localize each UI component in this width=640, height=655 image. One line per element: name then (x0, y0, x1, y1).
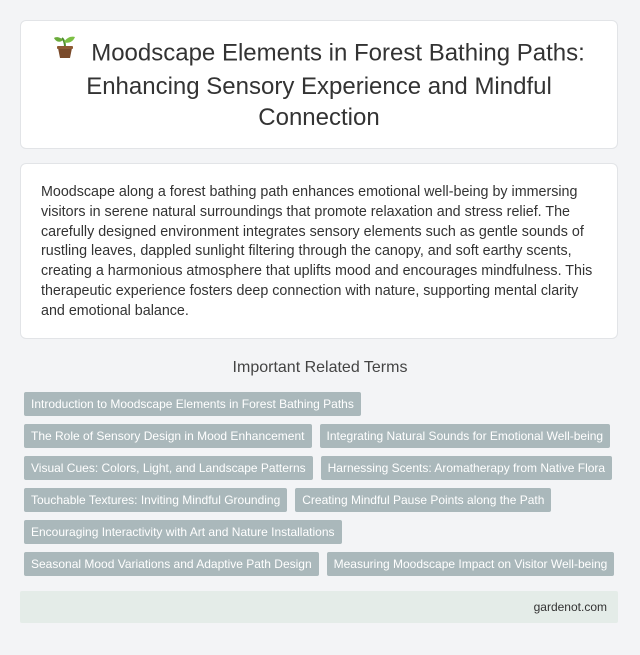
summary-text: Moodscape along a forest bathing path enhances emotional well-being by immersing visitors in serene natural surroundings that promote relaxation and stress relief. The carefully designed environment integrates sensory elements such as gentle sounds of rustling leaves, dappled sunlight filtering through the canopy, and soft earthy scents, creating a harmonious atmosphere that uplifts mood and encourages mindfulness. This therapeutic experience fosters deep connection with nature, supporting mental clarity and emotional balance. (41, 184, 593, 319)
term-tag[interactable]: Introduction to Moodscape Elements in Forest Bathing Paths (24, 392, 361, 416)
term-tag[interactable]: Measuring Moodscape Impact on Visitor Well-being (327, 552, 615, 576)
related-terms-list (24, 392, 624, 584)
term-tag[interactable]: Harnessing Scents: Aromatherapy from Native Flora (321, 456, 612, 480)
term-row (24, 520, 624, 544)
term-tag[interactable]: Integrating Natural Sounds for Emotional Well-being (320, 424, 611, 448)
term-tag[interactable]: Visual Cues: Colors, Light, and Landscape Patterns (24, 456, 313, 480)
term-tag[interactable]: Touchable Textures: Inviting Mindful Grounding (24, 488, 287, 512)
term-tag[interactable]: The Role of Sensory Design in Mood Enhancement (24, 424, 312, 448)
title-card (20, 20, 618, 149)
term-row (24, 424, 624, 448)
term-tag[interactable]: Encouraging Interactivity with Art and Nature Installations (24, 520, 342, 544)
term-row (24, 552, 624, 576)
term-row (24, 392, 624, 416)
term-row (24, 456, 624, 480)
summary-card (20, 163, 618, 339)
term-tag[interactable]: Seasonal Mood Variations and Adaptive Path Design (24, 552, 319, 576)
sprout-icon (53, 33, 77, 67)
term-tag[interactable]: Creating Mindful Pause Points along the Path (295, 488, 551, 512)
footer-site-link[interactable]: gardenot.com (533, 600, 607, 614)
page-title-text: Moodscape Elements in Forest Bathing Paths: Enhancing Sensory Experience and Mindful Connection (86, 38, 585, 131)
footer (20, 591, 618, 623)
term-row (24, 488, 624, 512)
related-terms-heading: Important Related Terms (232, 359, 408, 376)
page-title (49, 37, 589, 133)
